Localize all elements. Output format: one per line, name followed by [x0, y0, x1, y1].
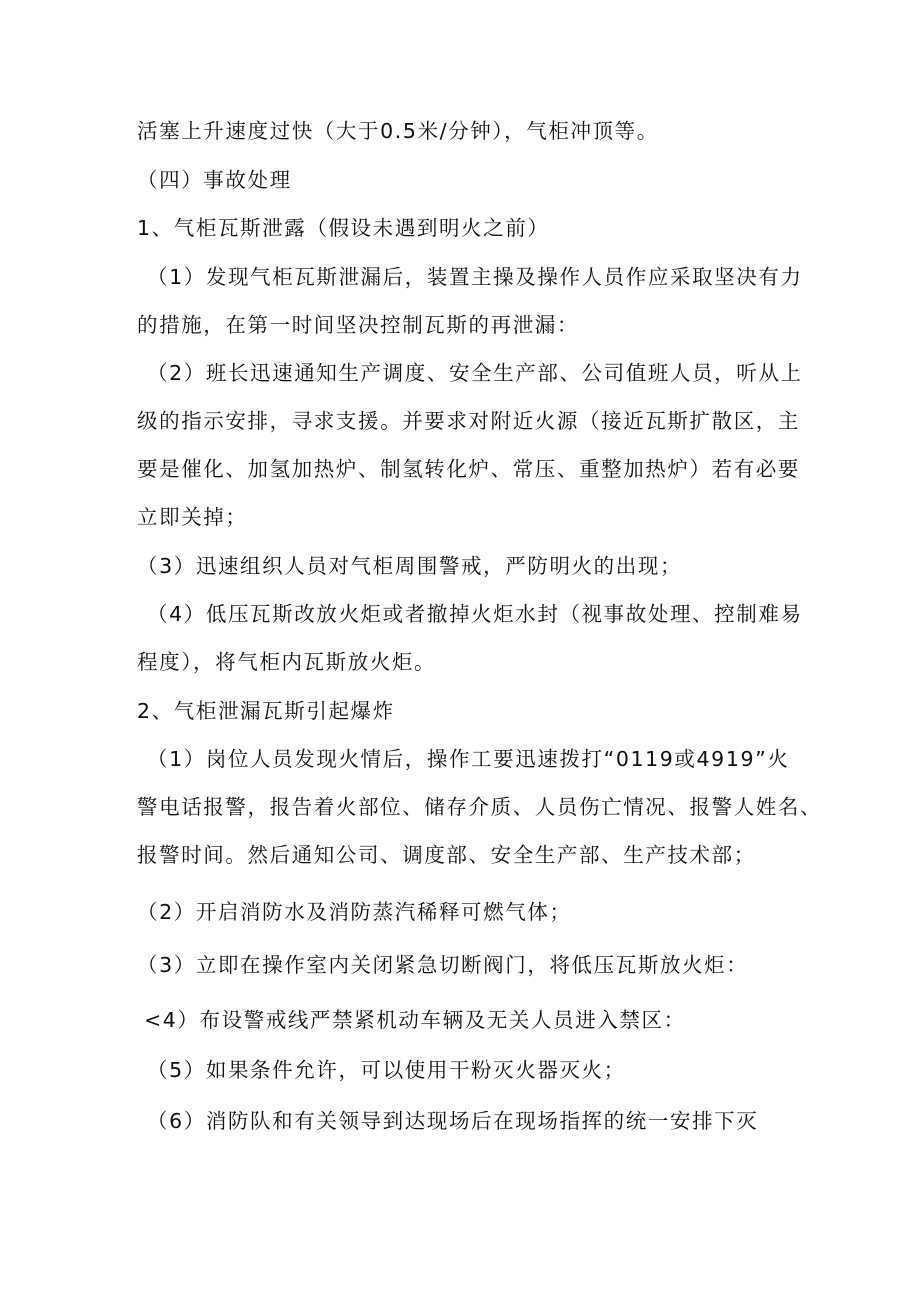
text-line-18: （3）立即在操作室内关闭紧急切断阀门，将低压瓦斯放火炬： [137, 953, 749, 977]
section-heading: （四）事故处理 [137, 168, 292, 192]
text-line-19: <4）布设警戒线严禁紧机动车辆及无关人员进入禁区： [144, 1008, 686, 1032]
text-line-8: 要是催化、加氢加热炉、制氢转化炉、常压、重整加热炉）若有必要 [137, 457, 800, 481]
text-line-7: 级的指示安排，寻求支援。并要求对附近火源（接近瓦斯扩散区，主 [137, 409, 800, 433]
text-line-4: （1）发现气柜瓦斯泄漏后，装置主操及操作人员作应采取坚决有力 [147, 265, 803, 289]
text-line-10: （3）迅速组织人员对气柜周围警戒，严防明火的出现； [137, 554, 683, 578]
text-line-1: 活塞上升速度过快（大于0.5米/分钟），气柜冲顶等。 [137, 119, 659, 143]
text-line-12: 程度），将气柜内瓦斯放火炬。 [137, 650, 437, 674]
text-line-20: （5）如果条件允许，可以使用干粉灭火器灭火； [147, 1058, 626, 1082]
text-line-15: 警电话报警，报告着火部位、储存介质、人员伤亡情况、报警人姓名、 [137, 795, 823, 819]
subsection-heading-1: 1、气柜瓦斯泄露（假设未遇到明火之前） [137, 216, 550, 240]
subsection-heading-2: 2、气柜泄漏瓦斯引起爆炸 [137, 699, 395, 723]
text-line-11: （4）低压瓦斯改放火炬或者撤掉火炬水封（视事故处理、控制难易 [147, 602, 803, 626]
text-line-5: 的措施，在第一时间坚决控制瓦斯的再泄漏： [137, 313, 579, 337]
text-line-17: （2）开启消防水及消防蒸汽稀释可燃气体； [137, 900, 572, 924]
text-line-21: （6）消防队和有关领导到达现场后在现场指挥的统一安排下灭 [147, 1109, 759, 1133]
text-line-14: （1）岗位人员发现火情后，操作工要迅速拨打“0119或4919”火 [147, 747, 790, 771]
text-line-9: 立即关掉； [137, 505, 248, 529]
text-line-6: （2）班长迅速通知生产调度、安全生产部、公司值班人员，听从上 [147, 361, 803, 385]
text-line-16: 报警时间。然后通知公司、调度部、安全生产部、生产技术部； [137, 843, 756, 867]
